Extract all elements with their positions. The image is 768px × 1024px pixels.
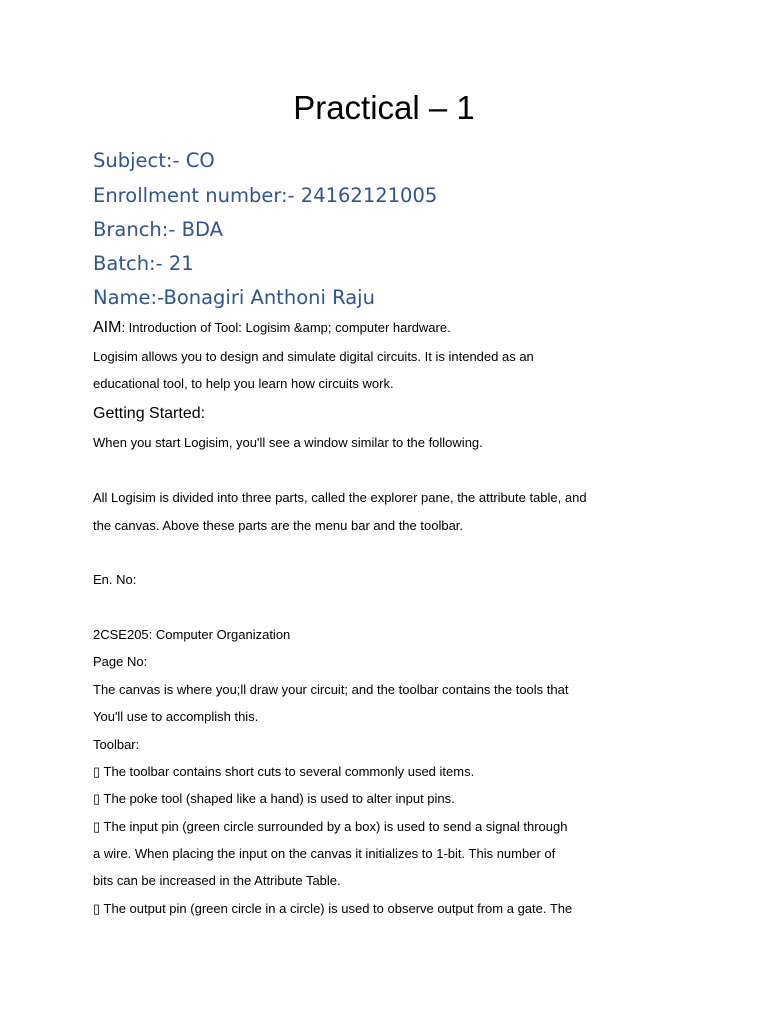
footer-enrollment-label: En. No: [93, 572, 137, 587]
aim-text: : Introduction of Tool: Logisim &amp; computer hardware. [121, 320, 451, 335]
aim-line [93, 318, 451, 338]
body-line: bits can be increased in the Attribute Table. [93, 873, 341, 888]
subject-line: Subject:- CO [93, 149, 215, 172]
body-line: All Logisim is divided into three parts, called the explorer pane, the attribute table, and [93, 490, 587, 505]
name-line: Name:-Bonagiri Anthoni Raju [93, 286, 375, 309]
body-line: You'll use to accomplish this. [93, 709, 259, 724]
branch-line: Branch:- BDA [93, 218, 223, 241]
bullet-line: ▯ The input pin (green circle surrounded by a box) is used to send a signal through [93, 819, 568, 834]
intro-line: educational tool, to help you learn how circuits work. [93, 376, 394, 391]
footer-page-label: Page No: [93, 654, 148, 669]
batch-line: Batch:- 21 [93, 252, 194, 275]
aim-label: AIM [93, 319, 122, 336]
getting-started-heading: Getting Started: [93, 405, 206, 422]
body-line: a wire. When placing the input on the canvas it initializes to 1-bit. This number of [93, 846, 556, 861]
body-line: the canvas. Above these parts are the menu bar and the toolbar. [93, 518, 464, 533]
bullet-line: ▯ The output pin (green circle in a circle) is used to observe output from a gate. The [93, 901, 573, 916]
body-line: When you start Logisim, you'll see a window similar to the following. [93, 435, 483, 450]
bullet-line: ▯ The poke tool (shaped like a hand) is used to alter input pins. [93, 791, 455, 806]
toolbar-heading: Toolbar: [93, 737, 140, 752]
body-line: The canvas is where you;ll draw your circuit; and the toolbar contains the tools that [93, 682, 569, 697]
page-title: Practical – 1 [293, 89, 475, 126]
enrollment-line: Enrollment number:- 24162121005 [93, 184, 438, 207]
footer-course-label: 2CSE205: Computer Organization [93, 627, 291, 642]
intro-line: Logisim allows you to design and simulate digital circuits. It is intended as an [93, 349, 534, 364]
bullet-line: ▯ The toolbar contains short cuts to several commonly used items. [93, 764, 475, 779]
